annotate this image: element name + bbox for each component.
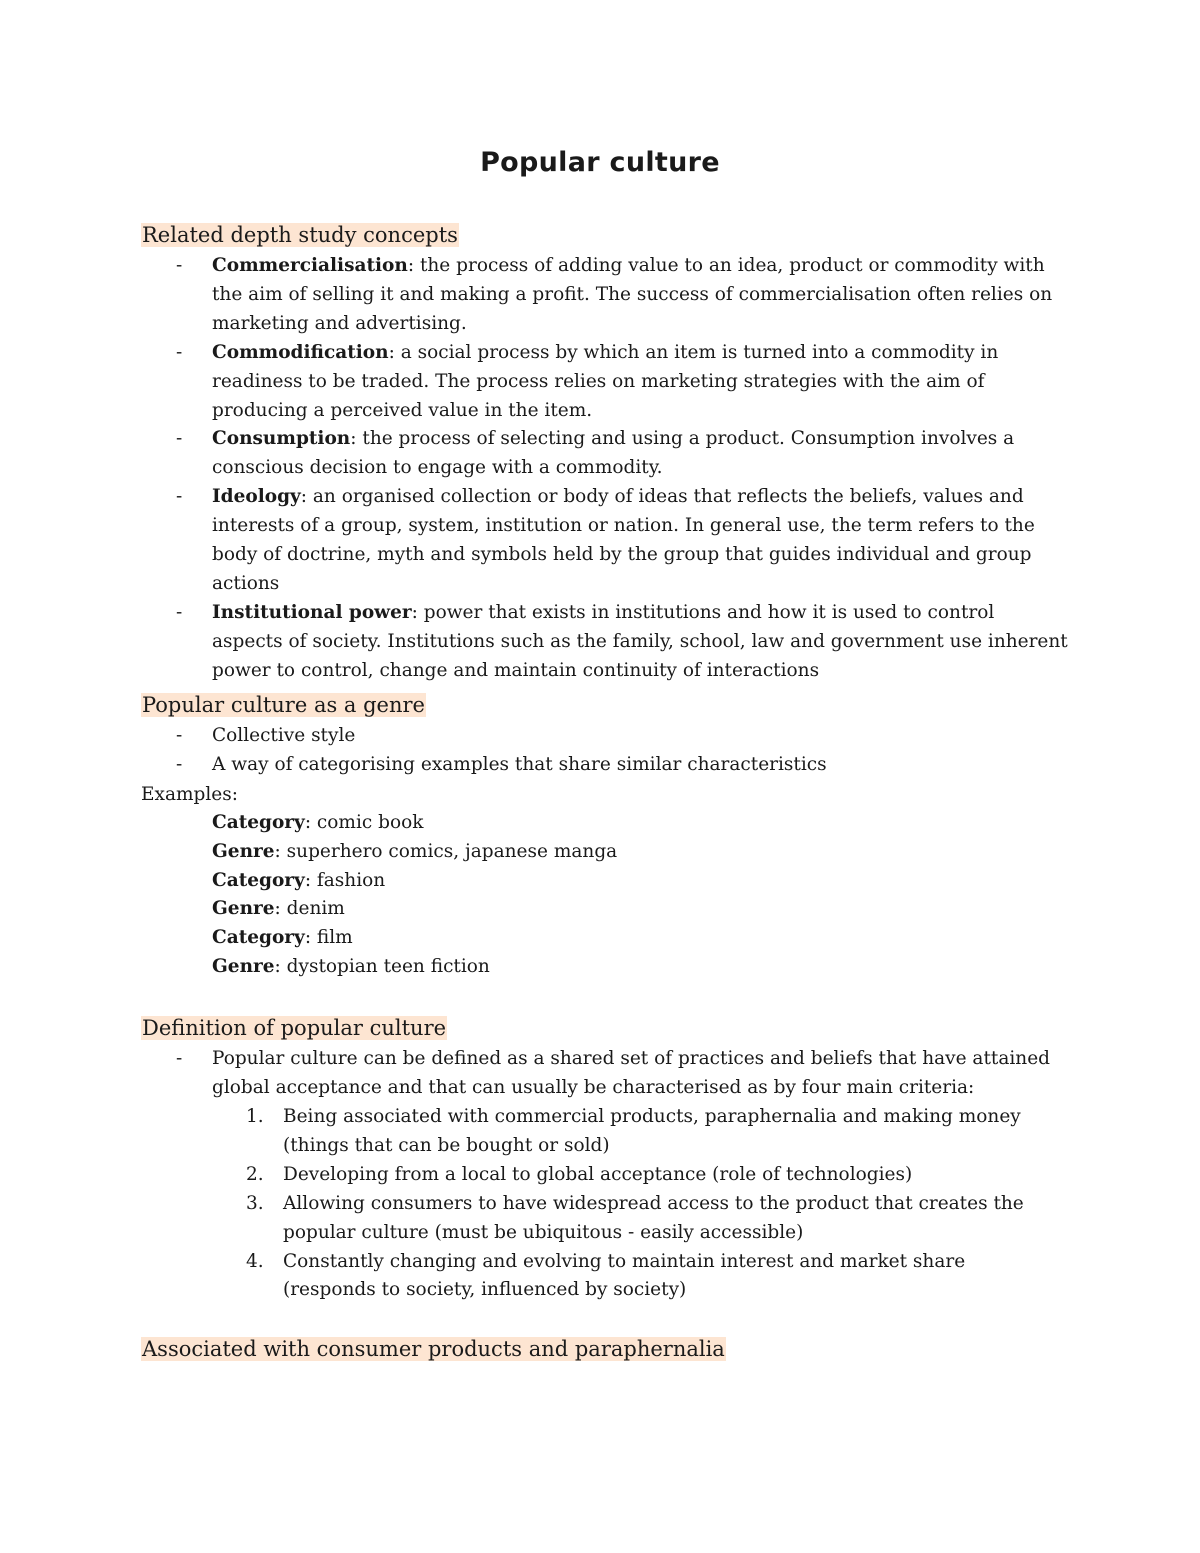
example-line: Category: film bbox=[212, 927, 353, 949]
bullet-dash: - bbox=[176, 725, 183, 746]
definition-item: - Popular culture can be defined as a shared set of practices and beliefs that have attained global acceptance and that can usually be characterised as by four main criteria: bbox=[0, 1045, 1200, 1103]
example-line: Genre: dystopian teen fiction bbox=[212, 955, 490, 977]
concepts-list bbox=[0, 252, 1200, 686]
criteria-number: 3. bbox=[246, 1192, 264, 1214]
concept-term: Commodification bbox=[212, 341, 389, 363]
concept-item bbox=[0, 483, 1200, 599]
criteria-number: 2. bbox=[246, 1163, 264, 1185]
section-heading-genre: Popular culture as a genre bbox=[142, 693, 425, 717]
bullet-dash: - bbox=[176, 428, 183, 450]
concept-item bbox=[0, 425, 1200, 483]
criteria-item: 4. Constantly changing and evolving to maintain interest and market share (responds to society, influenced by society) bbox=[0, 1248, 1200, 1306]
bullet-dash: - bbox=[176, 341, 183, 363]
concept-definition: : a social process by which an item is turned into a commodity in readiness to be traded. The process relies on marketing strategies with the aim of producing a perceived value in the item. bbox=[212, 341, 999, 421]
examples-label: Examples: bbox=[141, 784, 238, 805]
bullet-dash: - bbox=[176, 255, 183, 276]
genre-item: - Collective style bbox=[0, 722, 957, 751]
criteria-item: 2. Developing from a local to global acceptance (role of technologies) bbox=[0, 1161, 1200, 1190]
bullet-dash: - bbox=[176, 486, 183, 508]
concept-term: Consumption bbox=[212, 428, 351, 450]
concept-definition: : the process of adding value to an idea, product or commodity with the aim of selling it and making a profit. The success of commercialisation often relies on marketing and advertising. bbox=[212, 255, 1053, 334]
section-heading-concepts: Related depth study concepts bbox=[142, 223, 458, 247]
criteria-number: 4. bbox=[246, 1250, 264, 1272]
section-heading-associated: Associated with consumer products and paraphernalia bbox=[142, 1337, 725, 1361]
definition-list bbox=[0, 1045, 1200, 1103]
concept-definition: : the process of selecting and using a product. Consumption involves a conscious decision to engage with a commodity. bbox=[212, 428, 1015, 479]
concept-term: Commercialisation bbox=[212, 255, 408, 276]
example-line: Category: fashion bbox=[212, 869, 386, 891]
bullet-dash: - bbox=[176, 1048, 183, 1069]
section-heading-definition: Definition of popular culture bbox=[142, 1016, 447, 1040]
example-line: Genre: denim bbox=[212, 898, 345, 920]
concept-item bbox=[0, 599, 1200, 686]
criteria-list bbox=[0, 1103, 1200, 1305]
criteria-item: 1. Being associated with commercial products, paraphernalia and making money (things that can be bought or sold) bbox=[0, 1103, 1200, 1161]
concept-item bbox=[0, 252, 1200, 339]
example-line: Genre: superhero comics, japanese manga bbox=[212, 840, 618, 862]
concept-definition: : power that exists in institutions and how it is used to control aspects of society. Institutions such as the family, school, law and government use inherent power to control, change and maintain continuity of interactions bbox=[212, 601, 1068, 681]
examples-block bbox=[212, 809, 617, 982]
criteria-item: 3. Allowing consumers to have widespread access to the product that creates the popular culture (must be ubiquitous - easily accessible) bbox=[0, 1190, 1200, 1248]
concept-definition: : an organised collection or body of ideas that reflects the beliefs, values and interests of a group, system, institution or nation. In general use, the term refers to the body of doctrine, myth and symbols held by the group that guides individual and group actions bbox=[212, 486, 1035, 594]
page-title: Popular culture bbox=[480, 147, 720, 178]
criteria-number: 1. bbox=[246, 1106, 264, 1127]
bullet-dash: - bbox=[176, 601, 183, 623]
genre-item: - A way of categorising examples that share similar characteristics bbox=[0, 751, 957, 780]
concept-term: Institutional power bbox=[212, 601, 412, 623]
bullet-dash: - bbox=[176, 753, 183, 775]
example-line: Category: comic book bbox=[212, 812, 424, 833]
concept-term: Ideology bbox=[212, 486, 301, 508]
genre-list bbox=[0, 722, 957, 780]
concept-item bbox=[0, 339, 1200, 426]
